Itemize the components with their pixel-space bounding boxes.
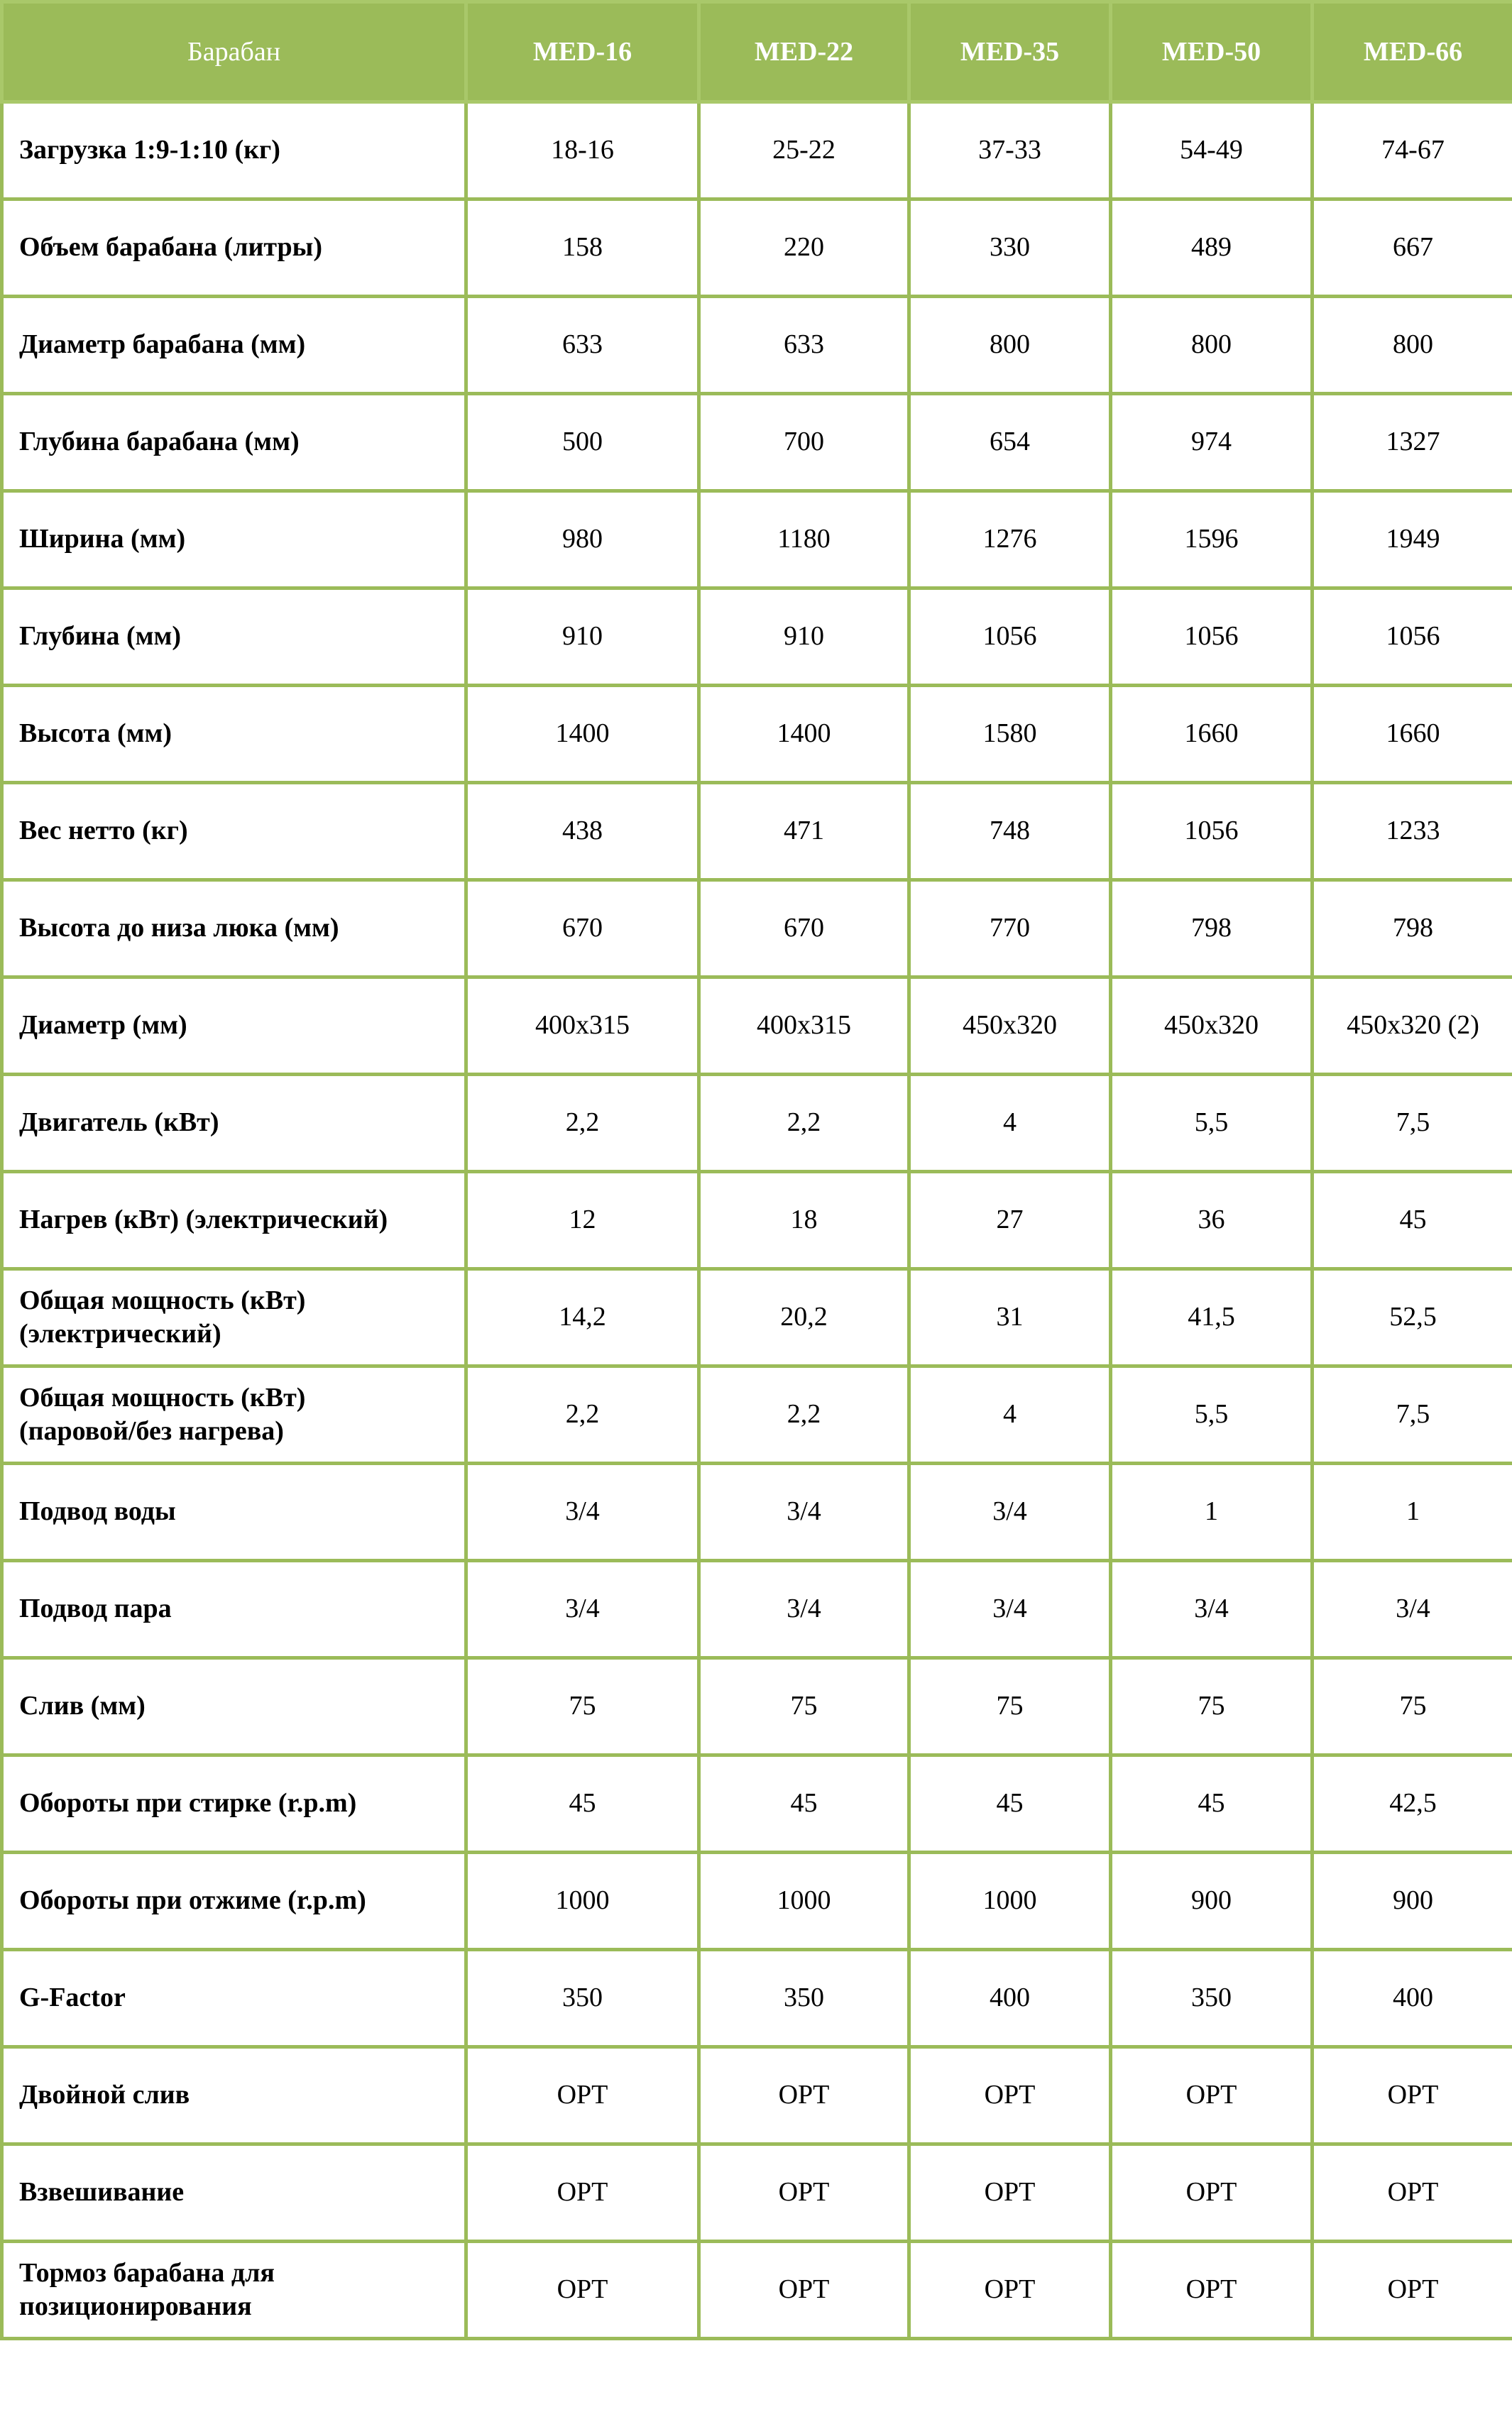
spec-value-med-16: 1400 bbox=[466, 686, 699, 783]
spec-value-med-66: 42,5 bbox=[1313, 1755, 1512, 1853]
table-row bbox=[2, 1950, 1512, 2047]
spec-value-med-16: 3/4 bbox=[466, 1464, 699, 1561]
spec-parameter-label: Глубина барабана (мм) bbox=[2, 394, 466, 491]
spec-value-med-50: 1660 bbox=[1111, 686, 1313, 783]
spec-value-med-35: 4 bbox=[909, 1366, 1111, 1464]
spec-value-med-66: 798 bbox=[1313, 880, 1512, 977]
table-row bbox=[2, 1853, 1512, 1950]
table-row bbox=[2, 394, 1512, 491]
spec-value-med-22: 220 bbox=[699, 199, 909, 297]
spec-value-med-16: 400x315 bbox=[466, 977, 699, 1075]
table-row bbox=[2, 491, 1512, 588]
spec-value-med-66: 1233 bbox=[1313, 783, 1512, 880]
spec-value-med-66: 3/4 bbox=[1313, 1561, 1512, 1658]
spec-value-med-35: 400 bbox=[909, 1950, 1111, 2047]
spec-parameter-label: Подвод воды bbox=[2, 1464, 466, 1561]
spec-value-med-16: OPT bbox=[466, 2144, 699, 2242]
spec-value-med-66: 45 bbox=[1313, 1172, 1512, 1269]
spec-value-med-16: 2,2 bbox=[466, 1075, 699, 1172]
table-row bbox=[2, 1561, 1512, 1658]
spec-value-med-16: 12 bbox=[466, 1172, 699, 1269]
spec-value-med-50: 798 bbox=[1111, 880, 1313, 977]
spec-value-med-50: 1596 bbox=[1111, 491, 1313, 588]
spec-value-med-66: 800 bbox=[1313, 297, 1512, 394]
table-row bbox=[2, 297, 1512, 394]
spec-parameter-label: Высота до низа люка (мм) bbox=[2, 880, 466, 977]
spec-value-med-16: 14,2 bbox=[466, 1269, 699, 1366]
spec-value-med-66: 900 bbox=[1313, 1853, 1512, 1950]
spec-value-med-50: 900 bbox=[1111, 1853, 1313, 1950]
spec-value-med-35: 31 bbox=[909, 1269, 1111, 1366]
spec-value-med-66: 1 bbox=[1313, 1464, 1512, 1561]
spec-value-med-50: 5,5 bbox=[1111, 1075, 1313, 1172]
spec-parameter-label: Ширина (мм) bbox=[2, 491, 466, 588]
header-model-med-35: MED-35 bbox=[909, 2, 1111, 102]
spec-value-med-22: OPT bbox=[699, 2144, 909, 2242]
spec-value-med-22: 400x315 bbox=[699, 977, 909, 1075]
spec-value-med-35: OPT bbox=[909, 2047, 1111, 2144]
table-row bbox=[2, 783, 1512, 880]
header-model-med-22: MED-22 bbox=[699, 2, 909, 102]
spec-value-med-22: OPT bbox=[699, 2242, 909, 2339]
spec-value-med-16: 45 bbox=[466, 1755, 699, 1853]
spec-value-med-35: 1000 bbox=[909, 1853, 1111, 1950]
spec-value-med-50: 350 bbox=[1111, 1950, 1313, 2047]
spec-parameter-label: Двойной слив bbox=[2, 2047, 466, 2144]
table-row bbox=[2, 880, 1512, 977]
spec-parameter-label: Нагрев (кВт) (электрический) bbox=[2, 1172, 466, 1269]
spec-value-med-50: 974 bbox=[1111, 394, 1313, 491]
spec-value-med-66: 450x320 (2) bbox=[1313, 977, 1512, 1075]
spec-parameter-label: Обороты при отжиме (r.p.m) bbox=[2, 1853, 466, 1950]
spec-value-med-16: 500 bbox=[466, 394, 699, 491]
table-body bbox=[2, 102, 1512, 2339]
spec-value-med-22: 670 bbox=[699, 880, 909, 977]
spec-value-med-22: 75 bbox=[699, 1658, 909, 1755]
spec-value-med-35: OPT bbox=[909, 2144, 1111, 2242]
spec-value-med-50: 54-49 bbox=[1111, 102, 1313, 199]
spec-value-med-35: 3/4 bbox=[909, 1464, 1111, 1561]
spec-value-med-66: 1660 bbox=[1313, 686, 1512, 783]
spec-value-med-50: 1056 bbox=[1111, 783, 1313, 880]
spec-value-med-22: 2,2 bbox=[699, 1075, 909, 1172]
spec-parameter-label: Глубина (мм) bbox=[2, 588, 466, 686]
spec-value-med-22: 18 bbox=[699, 1172, 909, 1269]
spec-value-med-66: OPT bbox=[1313, 2242, 1512, 2339]
spec-value-med-22: 1000 bbox=[699, 1853, 909, 1950]
spec-value-med-16: 1000 bbox=[466, 1853, 699, 1950]
spec-value-med-35: 45 bbox=[909, 1755, 1111, 1853]
spec-parameter-label: Двигатель (кВт) bbox=[2, 1075, 466, 1172]
table-row bbox=[2, 686, 1512, 783]
spec-parameter-label: Вес нетто (кг) bbox=[2, 783, 466, 880]
spec-parameter-label: Высота (мм) bbox=[2, 686, 466, 783]
spec-value-med-22: 700 bbox=[699, 394, 909, 491]
table-row bbox=[2, 1366, 1512, 1464]
spec-value-med-35: 1276 bbox=[909, 491, 1111, 588]
spec-value-med-16: 910 bbox=[466, 588, 699, 686]
spec-value-med-50: OPT bbox=[1111, 2144, 1313, 2242]
spec-value-med-35: 4 bbox=[909, 1075, 1111, 1172]
spec-value-med-35: 654 bbox=[909, 394, 1111, 491]
header-drum: Барабан bbox=[2, 2, 466, 102]
spec-parameter-label: Взвешивание bbox=[2, 2144, 466, 2242]
spec-parameter-label: Диаметр барабана (мм) bbox=[2, 297, 466, 394]
spec-value-med-16: 670 bbox=[466, 880, 699, 977]
spec-value-med-50: OPT bbox=[1111, 2242, 1313, 2339]
spec-value-med-35: OPT bbox=[909, 2242, 1111, 2339]
spec-parameter-label: Общая мощность (кВт) (электрический) bbox=[2, 1269, 466, 1366]
spec-parameter-label: Тормоз барабана для позиционирования bbox=[2, 2242, 466, 2339]
spec-parameter-label: Объем барабана (литры) bbox=[2, 199, 466, 297]
spec-value-med-22: 45 bbox=[699, 1755, 909, 1853]
spec-value-med-50: OPT bbox=[1111, 2047, 1313, 2144]
spec-value-med-16: 2,2 bbox=[466, 1366, 699, 1464]
spec-value-med-50: 1056 bbox=[1111, 588, 1313, 686]
header-model-med-16: MED-16 bbox=[466, 2, 699, 102]
spec-value-med-22: 350 bbox=[699, 1950, 909, 2047]
table-row bbox=[2, 2047, 1512, 2144]
spec-parameter-label: Слив (мм) bbox=[2, 1658, 466, 1755]
spec-value-med-22: OPT bbox=[699, 2047, 909, 2144]
spec-value-med-50: 489 bbox=[1111, 199, 1313, 297]
spec-value-med-66: 667 bbox=[1313, 199, 1512, 297]
spec-value-med-66: 1327 bbox=[1313, 394, 1512, 491]
spec-value-med-22: 20,2 bbox=[699, 1269, 909, 1366]
spec-value-med-22: 25-22 bbox=[699, 102, 909, 199]
spec-value-med-22: 3/4 bbox=[699, 1464, 909, 1561]
spec-value-med-50: 45 bbox=[1111, 1755, 1313, 1853]
spec-value-med-66: OPT bbox=[1313, 2047, 1512, 2144]
spec-value-med-66: 7,5 bbox=[1313, 1366, 1512, 1464]
table-row bbox=[2, 588, 1512, 686]
spec-value-med-50: 1 bbox=[1111, 1464, 1313, 1561]
table-row bbox=[2, 102, 1512, 199]
spec-value-med-66: 75 bbox=[1313, 1658, 1512, 1755]
spec-value-med-35: 3/4 bbox=[909, 1561, 1111, 1658]
spec-value-med-16: 158 bbox=[466, 199, 699, 297]
spec-parameter-label: Обороты при стирке (r.p.m) bbox=[2, 1755, 466, 1853]
spec-value-med-50: 800 bbox=[1111, 297, 1313, 394]
spec-value-med-35: 37-33 bbox=[909, 102, 1111, 199]
table-row bbox=[2, 2144, 1512, 2242]
spec-value-med-35: 330 bbox=[909, 199, 1111, 297]
spec-value-med-50: 3/4 bbox=[1111, 1561, 1313, 1658]
spec-value-med-66: 1056 bbox=[1313, 588, 1512, 686]
spec-value-med-35: 450x320 bbox=[909, 977, 1111, 1075]
spec-value-med-16: OPT bbox=[466, 2047, 699, 2144]
spec-value-med-35: 1056 bbox=[909, 588, 1111, 686]
spec-value-med-35: 1580 bbox=[909, 686, 1111, 783]
table-row bbox=[2, 1075, 1512, 1172]
spec-value-med-22: 1400 bbox=[699, 686, 909, 783]
spec-value-med-16: 75 bbox=[466, 1658, 699, 1755]
spec-value-med-35: 748 bbox=[909, 783, 1111, 880]
spec-value-med-16: 350 bbox=[466, 1950, 699, 2047]
spec-value-med-22: 471 bbox=[699, 783, 909, 880]
spec-value-med-22: 910 bbox=[699, 588, 909, 686]
header-model-med-66: MED-66 bbox=[1313, 2, 1512, 102]
spec-value-med-22: 633 bbox=[699, 297, 909, 394]
spec-value-med-16: 633 bbox=[466, 297, 699, 394]
header-row bbox=[2, 2, 1512, 102]
spec-value-med-35: 770 bbox=[909, 880, 1111, 977]
spec-value-med-22: 1180 bbox=[699, 491, 909, 588]
spec-parameter-label: Общая мощность (кВт) (паровой/без нагрева) bbox=[2, 1366, 466, 1464]
spec-value-med-50: 36 bbox=[1111, 1172, 1313, 1269]
table-row bbox=[2, 1755, 1512, 1853]
spec-parameter-label: Диаметр (мм) bbox=[2, 977, 466, 1075]
spec-value-med-50: 5,5 bbox=[1111, 1366, 1313, 1464]
table-row bbox=[2, 2242, 1512, 2339]
spec-value-med-16: 980 bbox=[466, 491, 699, 588]
spec-value-med-66: 52,5 bbox=[1313, 1269, 1512, 1366]
spec-value-med-66: 400 bbox=[1313, 1950, 1512, 2047]
spec-parameter-label: Загрузка 1:9-1:10 (кг) bbox=[2, 102, 466, 199]
table-row bbox=[2, 977, 1512, 1075]
spec-value-med-35: 800 bbox=[909, 297, 1111, 394]
spec-parameter-label: Подвод пара bbox=[2, 1561, 466, 1658]
header-model-med-50: MED-50 bbox=[1111, 2, 1313, 102]
table-row bbox=[2, 1464, 1512, 1561]
table-row bbox=[2, 1269, 1512, 1366]
spec-parameter-label: G-Factor bbox=[2, 1950, 466, 2047]
spec-value-med-22: 2,2 bbox=[699, 1366, 909, 1464]
spec-value-med-50: 75 bbox=[1111, 1658, 1313, 1755]
spec-value-med-16: 438 bbox=[466, 783, 699, 880]
spec-value-med-66: 7,5 bbox=[1313, 1075, 1512, 1172]
table-header bbox=[2, 2, 1512, 102]
spec-value-med-16: OPT bbox=[466, 2242, 699, 2339]
spec-value-med-50: 41,5 bbox=[1111, 1269, 1313, 1366]
spec-value-med-22: 3/4 bbox=[699, 1561, 909, 1658]
table-row bbox=[2, 199, 1512, 297]
table-row bbox=[2, 1658, 1512, 1755]
table-row bbox=[2, 1172, 1512, 1269]
spec-value-med-35: 27 bbox=[909, 1172, 1111, 1269]
spec-value-med-50: 450x320 bbox=[1111, 977, 1313, 1075]
spec-value-med-66: OPT bbox=[1313, 2144, 1512, 2242]
spec-value-med-16: 3/4 bbox=[466, 1561, 699, 1658]
spec-value-med-66: 1949 bbox=[1313, 491, 1512, 588]
spec-value-med-35: 75 bbox=[909, 1658, 1111, 1755]
spec-value-med-16: 18-16 bbox=[466, 102, 699, 199]
spec-value-med-66: 74-67 bbox=[1313, 102, 1512, 199]
